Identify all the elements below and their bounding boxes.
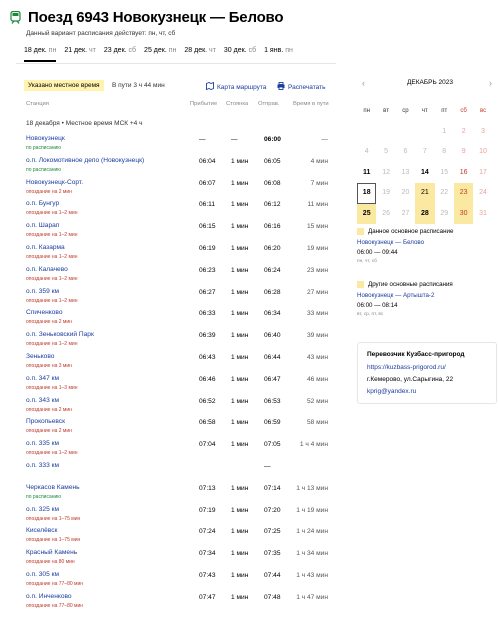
- delay-status: опоздание на 80 мин: [26, 559, 75, 566]
- station-link[interactable]: Новокузнецк: [26, 135, 65, 142]
- arrival-time: 06:52: [199, 397, 216, 405]
- delay-status: опоздание на 1–3 мин: [26, 384, 78, 391]
- travel-time: 52 мин: [306, 397, 328, 405]
- travel-time: 1 ч 13 мин: [296, 484, 328, 492]
- calendar-day[interactable]: 12: [382, 168, 390, 176]
- delay-status: опоздание на 1–2 мин: [26, 232, 78, 239]
- calendar-day[interactable]: 16: [459, 168, 468, 176]
- stop-duration: 1 мин: [231, 245, 249, 252]
- stop-duration: 1 мин: [231, 419, 249, 427]
- arrival-time: 06:58: [199, 419, 216, 427]
- tab-date-label: 23 дек.: [103, 47, 127, 54]
- col-stop: Стоянка: [226, 101, 249, 107]
- legend-route-link[interactable]: Новокузнецк — Артышта-2: [357, 292, 435, 299]
- delay-status: по расписанию: [26, 166, 62, 173]
- station-link[interactable]: Черкасов Камень: [26, 483, 80, 491]
- chevron-right-icon[interactable]: ›: [489, 78, 492, 88]
- tab-weekday: сб: [128, 47, 137, 54]
- legend-swatch: [357, 228, 364, 235]
- arrival-time: 07:04: [199, 441, 216, 449]
- calendar-day[interactable]: 25: [357, 204, 376, 225]
- travel-time: 1 ч 4 мин: [299, 441, 328, 449]
- station-link[interactable]: о.п. 343 км: [26, 396, 59, 404]
- train-icon: [10, 11, 22, 25]
- calendar-day[interactable]: 9: [461, 148, 466, 155]
- departure-time: 07:20: [264, 506, 281, 514]
- table-row: [0, 506, 340, 528]
- stop-duration: 1 мин: [231, 593, 249, 601]
- travel-time: 7 мин: [310, 179, 328, 187]
- stop-duration: 1 мин: [231, 179, 249, 187]
- calendar-day[interactable]: 18: [357, 183, 376, 204]
- delay-status: опоздание на 2 мин: [26, 188, 72, 195]
- table-row: [0, 484, 340, 506]
- table-row: [0, 375, 340, 397]
- tab-date[interactable]: [144, 47, 176, 62]
- arrival-time: 06:43: [199, 354, 216, 361]
- table-row: [0, 462, 340, 484]
- table-row: [0, 440, 340, 462]
- delay-status: опоздание на 1–2 мин: [26, 297, 78, 304]
- delay-status: опоздание на 1–2 мин: [26, 341, 78, 348]
- station-link[interactable]: Новокузнецк-Сорт.: [26, 178, 84, 186]
- delay-status: опоздание на 77–80 мин: [26, 602, 84, 609]
- calendar-day[interactable]: 21: [415, 183, 434, 204]
- table-row: [0, 266, 340, 288]
- tabs-divider: [16, 63, 336, 64]
- station-link[interactable]: о.п. Инченково: [26, 592, 72, 600]
- delay-status: опоздание на 1–75 мин: [26, 537, 81, 544]
- station-link[interactable]: Прокопьевск: [26, 418, 65, 426]
- carrier-title: Перевозчик Кузбасс-пригород: [367, 351, 465, 358]
- page-title: Поезд 6943 Новокузнецк — Белово: [28, 9, 284, 26]
- calendar-day[interactable]: 15: [440, 168, 449, 176]
- stop-duration: 1 мин: [231, 506, 249, 514]
- tab-date-label: 28 дек.: [184, 47, 208, 54]
- legend-time: 06:00 — 09:44: [357, 249, 398, 256]
- travel-time: 11 мин: [307, 201, 328, 209]
- departure-time: 06:00: [264, 136, 281, 143]
- calendar-weekday: вт: [383, 108, 389, 114]
- station-link[interactable]: о.п. Казарма: [26, 244, 65, 251]
- station-link[interactable]: о.п. 325 км: [26, 505, 59, 513]
- tab-date[interactable]: [224, 47, 256, 62]
- table-row: [0, 288, 340, 310]
- stop-duration: 1 мин: [231, 550, 249, 558]
- travel-time: 1 ч 24 мин: [296, 528, 328, 536]
- arrival-time: 06:19: [199, 245, 216, 252]
- stop-duration: 1 мин: [231, 572, 249, 579]
- delay-status: опоздание на 1–2 мин: [26, 275, 78, 282]
- table-row: [0, 397, 340, 419]
- tab-weekday: пн: [168, 47, 177, 54]
- printer-icon: [277, 82, 285, 92]
- calendar-day[interactable]: 30: [454, 204, 473, 225]
- arrival-time: 06:04: [199, 157, 216, 165]
- travel-time: 27 мин: [306, 288, 328, 296]
- table-row: [0, 157, 340, 179]
- delay-status: опоздание на 1–75 мин: [26, 515, 81, 522]
- calendar-day[interactable]: 29: [440, 209, 449, 217]
- travel-time: 1 ч 43 мин: [296, 572, 328, 579]
- calendar-day[interactable]: 14: [420, 168, 429, 176]
- schedule-validity: Данный вариант расписания действует: пн, чт, сб: [26, 30, 176, 37]
- calendar-day[interactable]: 8: [442, 148, 447, 155]
- calendar-day: [376, 122, 395, 143]
- arrival-time: 06:27: [199, 288, 216, 296]
- tab-date-label: 25 дек.: [144, 47, 167, 54]
- tab-weekday: чт: [209, 47, 216, 54]
- col-arrival: Прибытие: [190, 101, 218, 107]
- stop-duration: 1 мин: [231, 375, 249, 383]
- calendar-weekday: чт: [421, 108, 428, 114]
- calendar-day[interactable]: 2: [461, 127, 466, 135]
- station-link[interactable]: Спиченково: [26, 309, 63, 317]
- arrival-time: 06:33: [199, 310, 216, 318]
- travel-time: —: [321, 136, 328, 143]
- table-row: [0, 571, 340, 593]
- stop-duration: 1 мин: [231, 288, 249, 296]
- calendar-day[interactable]: 22: [440, 189, 449, 196]
- stop-duration: 1 мин: [231, 332, 249, 340]
- tab-date[interactable]: [64, 47, 96, 62]
- tab-weekday: чт: [89, 47, 96, 54]
- legend-route-link[interactable]: Новокузнецк — Белово: [357, 239, 425, 246]
- col-station: Станция: [26, 101, 49, 107]
- calendar-grid: [357, 101, 493, 224]
- calendar-day[interactable]: 6: [403, 148, 408, 155]
- tab-weekday: пн: [285, 47, 293, 54]
- legend-days: вт, ср, пт, вс: [357, 312, 384, 317]
- table-row: [0, 549, 340, 571]
- tab-weekday: сб: [248, 47, 257, 54]
- legend-time: 06:00 — 08:14: [357, 302, 398, 309]
- calendar-day: [357, 122, 376, 143]
- stop-duration: 1 мин: [231, 528, 249, 536]
- station-link[interactable]: о.п. Шарап: [26, 222, 60, 230]
- travel-time: 1 ч 47 мин: [296, 593, 328, 601]
- arrival-time: 06:46: [199, 375, 216, 383]
- calendar-weekday: сб: [460, 108, 467, 114]
- stop-duration: 1 мин: [231, 157, 249, 165]
- legend-other: [357, 281, 497, 321]
- carrier-card: [357, 342, 497, 404]
- travel-time: 46 мин: [306, 375, 328, 383]
- stop-duration: 1 мин: [231, 266, 249, 274]
- travel-time: 1 ч 19 мин: [296, 506, 328, 514]
- departure-time: 07:05: [264, 441, 281, 449]
- departure-time: 06:05: [264, 157, 281, 165]
- calendar-day[interactable]: 3: [481, 127, 485, 135]
- arrival-time: 07:34: [199, 550, 216, 558]
- tab-date-label: 18 дек.: [24, 47, 47, 54]
- departure-time: —: [264, 463, 271, 470]
- departure-time: 06:47: [264, 375, 281, 383]
- station-link[interactable]: о.п. Зеньковский Парк: [26, 331, 94, 339]
- print-label: Распечатать: [288, 83, 326, 91]
- print-link[interactable]: [277, 82, 326, 92]
- departure-time: 06:16: [264, 223, 281, 231]
- departure-time: 06:08: [264, 179, 281, 187]
- map-icon: [206, 82, 214, 92]
- legend-title: Другие основные расписания: [368, 281, 453, 288]
- calendar-title: ДЕКАБРЬ 2023: [407, 79, 453, 86]
- legend-swatch: [357, 281, 364, 288]
- calendar-day[interactable]: 11: [362, 168, 371, 176]
- calendar-day[interactable]: 1: [442, 127, 447, 135]
- tab-date[interactable]: [104, 47, 136, 62]
- travel-duration: В пути 3 ч 44 мин: [112, 82, 165, 89]
- travel-time: 33 мин: [306, 310, 328, 318]
- toolbar: [24, 80, 329, 92]
- arrival-time: 07:13: [199, 484, 216, 492]
- tab-date[interactable]: [184, 47, 216, 62]
- calendar-weekday: пн: [363, 108, 370, 114]
- calendar: [357, 78, 497, 217]
- tab-date-label: 21 дек.: [64, 47, 88, 54]
- table-row: [0, 593, 340, 615]
- route-map-label: Карта маршрута: [217, 83, 267, 91]
- tab-date-label: 30 дек.: [223, 47, 247, 54]
- carrier-address: г.Кемерово, ул.Сарыгина, 22: [367, 376, 454, 383]
- carrier-website-link[interactable]: https://kuzbass-prigorod.ru/: [367, 364, 446, 371]
- arrival-time: 07:24: [199, 528, 216, 536]
- delay-status: опоздание на 2 мин: [26, 428, 72, 435]
- delay-status: опоздание на 1–2 мин: [26, 450, 78, 457]
- arrival-time: 06:39: [199, 332, 216, 340]
- departure-time: 07:48: [264, 593, 281, 601]
- table-row: [0, 331, 340, 353]
- tab-date[interactable]: [24, 47, 56, 62]
- col-departure: Отправ.: [258, 101, 280, 107]
- calendar-day[interactable]: 28: [415, 204, 434, 225]
- calendar-day[interactable]: 20: [401, 189, 410, 196]
- calendar-day[interactable]: 7: [422, 148, 427, 155]
- arrival-time: 06:07: [199, 179, 216, 187]
- col-travel-time: Время в пути: [293, 101, 329, 107]
- stop-duration: 1 мин: [231, 354, 249, 361]
- delay-status: опоздание на 77–80 мин: [26, 581, 84, 587]
- travel-time: 19 мин: [306, 245, 328, 252]
- calendar-day[interactable]: 10: [479, 148, 487, 155]
- travel-time: 39 мин: [306, 332, 328, 340]
- calendar-day[interactable]: 13: [401, 168, 410, 176]
- carrier-email-link[interactable]: kprig@yandex.ru: [367, 388, 417, 395]
- departure-time: 06:53: [264, 397, 281, 405]
- departure-time: 07:14: [264, 484, 281, 492]
- stop-duration: 1 мин: [231, 484, 249, 492]
- table-row: [0, 527, 340, 549]
- stop-duration: 1 мин: [231, 223, 249, 231]
- delay-status: опоздание на 3 мин: [26, 363, 72, 369]
- calendar-day: [415, 122, 434, 143]
- departure-time: 07:44: [264, 572, 281, 579]
- departure-time: 06:20: [264, 245, 281, 252]
- table-row: [0, 179, 340, 201]
- calendar-weekday: ср: [402, 108, 409, 114]
- delay-status: опоздание на 1–2 мин: [26, 210, 78, 217]
- delay-status: опоздание на 1–2 мин: [26, 254, 78, 260]
- stop-duration: —: [231, 136, 238, 143]
- station-link[interactable]: Киселёвск: [26, 527, 58, 535]
- departure-time: 06:59: [264, 419, 281, 427]
- arrival-time: 07:19: [199, 506, 216, 514]
- table-row: [0, 353, 340, 375]
- stop-duration: 1 мин: [231, 310, 249, 318]
- travel-time: 4 мин: [310, 157, 328, 165]
- legend-days: пн, чт, сб: [357, 259, 377, 264]
- calendar-day[interactable]: 19: [382, 189, 390, 196]
- arrival-time: 06:11: [199, 201, 216, 209]
- calendar-day[interactable]: 31: [479, 209, 487, 217]
- delay-status: по расписанию: [26, 493, 62, 500]
- table-row: [0, 222, 340, 244]
- table-row: [0, 135, 340, 157]
- station-link[interactable]: о.п. 335 км: [26, 440, 59, 448]
- station-link[interactable]: Зеньково: [26, 353, 55, 360]
- table-row: [0, 309, 340, 331]
- travel-time: 43 мин: [306, 354, 328, 361]
- calendar-day[interactable]: 17: [479, 168, 487, 176]
- legend-title: Данное основное расписание: [368, 228, 454, 235]
- arrival-time: 07:43: [199, 572, 216, 579]
- travel-time: 58 мин: [306, 419, 328, 427]
- date-tabs: [24, 47, 301, 62]
- departure-time: 06:44: [264, 354, 281, 361]
- table-row: [0, 418, 340, 440]
- delay-status: опоздание на 2 мин: [26, 406, 72, 413]
- stop-duration: 1 мин: [231, 201, 249, 209]
- route-map-link[interactable]: [206, 82, 266, 92]
- departure-time: 06:34: [264, 310, 281, 318]
- station-link[interactable]: о.п. Калачево: [26, 265, 68, 273]
- station-link[interactable]: о.п. 333 км: [26, 462, 59, 469]
- calendar-weekday: вс: [479, 108, 487, 114]
- calendar-day[interactable]: 23: [454, 183, 473, 204]
- arrival-time: 07:47: [199, 593, 216, 601]
- departure-time: 07:35: [264, 550, 281, 558]
- station-link[interactable]: Красный Камень: [26, 549, 78, 557]
- departure-time: 06:24: [264, 266, 281, 274]
- arrival-time: 06:15: [199, 223, 216, 231]
- chevron-left-icon[interactable]: ‹: [362, 78, 365, 88]
- calendar-day[interactable]: 4: [364, 148, 369, 155]
- travel-time: 23 мин: [306, 266, 328, 274]
- calendar-day[interactable]: 26: [382, 209, 390, 217]
- calendar-day: [396, 122, 415, 143]
- legend-current: [357, 228, 497, 268]
- travel-time: 15 мин: [306, 223, 328, 231]
- station-link[interactable]: о.п. Локомотивное депо (Новокузнецк): [26, 156, 145, 164]
- travel-time: 1 ч 34 мин: [296, 550, 328, 558]
- local-time-badge: Указано местное время: [24, 80, 104, 91]
- tab-date[interactable]: [264, 47, 293, 62]
- tab-date-label: 1 янв.: [264, 47, 284, 54]
- calendar-day[interactable]: 5: [384, 148, 389, 155]
- delay-status: опоздание на 2 мин: [26, 319, 72, 326]
- departure-time: 06:12: [264, 201, 281, 209]
- departure-time: 07:25: [264, 528, 281, 536]
- station-link[interactable]: о.п. Бунгур: [26, 200, 60, 208]
- calendar-day[interactable]: 27: [401, 209, 410, 217]
- arrival-time: —: [199, 136, 206, 143]
- date-row: 18 декабря • Местное время МСК +4 ч: [26, 120, 143, 127]
- delay-status: по расписанию: [26, 145, 62, 151]
- station-link[interactable]: о.п. 347 км: [26, 374, 59, 382]
- tab-weekday: пн: [48, 47, 57, 54]
- departure-time: 06:40: [264, 332, 281, 340]
- calendar-weekday: пт: [441, 108, 448, 114]
- page-header: [10, 9, 490, 37]
- station-link[interactable]: о.п. 359 км: [26, 287, 59, 295]
- table-row: [0, 244, 340, 266]
- stop-duration: 1 мин: [231, 441, 249, 449]
- station-link[interactable]: о.п. 305 км: [26, 571, 59, 578]
- departure-time: 06:28: [264, 288, 281, 296]
- calendar-day[interactable]: 24: [479, 189, 487, 196]
- table-row: [0, 200, 340, 222]
- arrival-time: 06:23: [199, 266, 216, 274]
- stop-duration: 1 мин: [231, 397, 249, 405]
